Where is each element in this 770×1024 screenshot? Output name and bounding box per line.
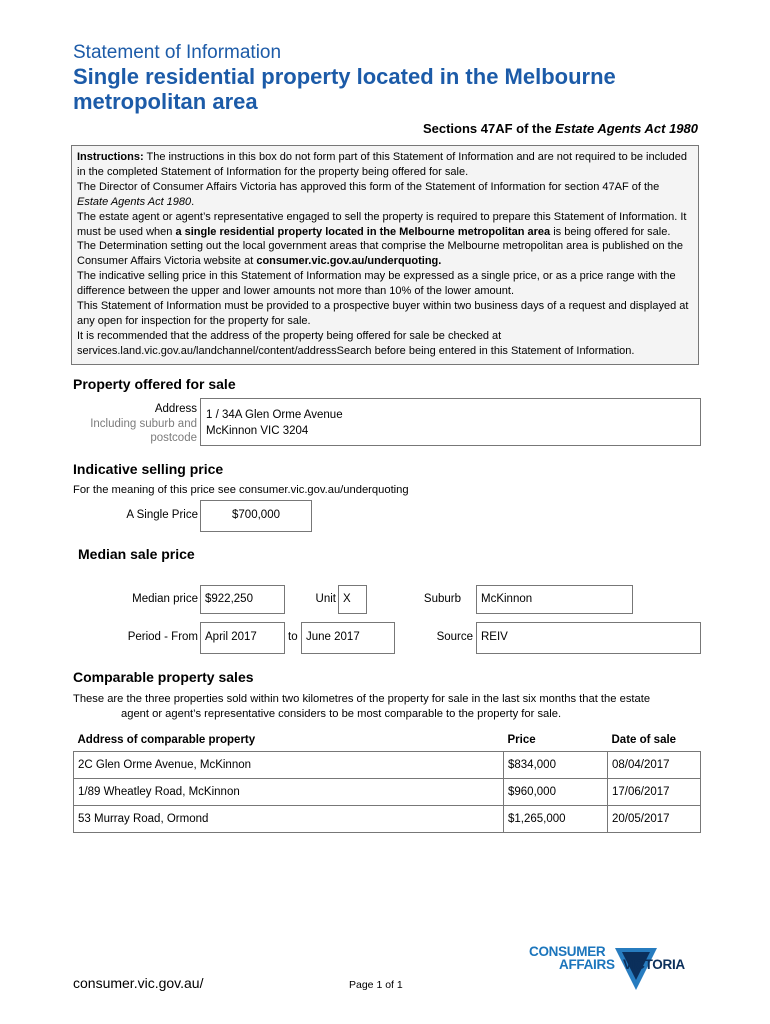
median-price-field[interactable]: $922,250 (200, 585, 285, 614)
consumer-affairs-victoria-logo (527, 944, 705, 994)
instructions-para-6: It is recommended that the address of the property being offered for sale be checked at services.land.vic.gov.au/landchannel/content/addressSearch before being entered in this Statement of Information. (77, 329, 635, 357)
comparable-address[interactable]: 2C Glen Orme Avenue, McKinnon (74, 752, 504, 779)
comparable-address[interactable]: 1/89 Wheatley Road, McKinnon (74, 779, 504, 806)
table-row (74, 779, 701, 806)
table-row (74, 806, 701, 833)
column-header-date: Date of sale (611, 734, 677, 746)
source-label: Source (436, 631, 473, 643)
median-price-label: Median price (132, 593, 198, 605)
single-price-label: A Single Price (126, 509, 198, 521)
legislation-reference: Sections 47AF of the Estate Agents Act 1980 (422, 121, 698, 136)
logo-word-consumer: CONSUMER (529, 944, 606, 959)
instructions-para-2: The Director of Consumer Affairs Victoria has approved this form of the Statement of Information for section 47AF of the Estate Agents Act 1980. (77, 180, 660, 208)
document-subtitle: Statement of Information (73, 42, 282, 63)
comparable-heading: Comparable property sales (73, 669, 254, 685)
instructions-para-5: This Statement of Information must be provided to a prospective buyer within two business days of a request and displayed at any open for inspection for the property for sale. (77, 300, 689, 327)
comparable-date[interactable]: 08/04/2017 (608, 752, 701, 779)
comparable-price[interactable]: $834,000 (504, 752, 608, 779)
unit-field[interactable]: X (338, 585, 367, 614)
act-name: Estate Agents Act 1980 (555, 121, 698, 136)
document-title: Single residential property located in the Melbourne metropolitan area (73, 64, 616, 114)
source-field[interactable]: REIV (476, 622, 701, 654)
comparable-date[interactable]: 17/06/2017 (608, 779, 701, 806)
logo-word-victoria: VICTORIA (623, 957, 685, 972)
instructions-para-4: The indicative selling price in this Statement of Information may be expressed as a single price, or as a price range with the difference between the upper and lower amounts not more than 10% of the lower amount. (77, 270, 676, 298)
property-heading: Property offered for sale (73, 376, 236, 392)
unit-label: Unit (315, 593, 336, 605)
period-to-field[interactable]: June 2017 (301, 622, 395, 654)
address-line-1: 1 / 34A Glen Orme Avenue (206, 409, 343, 421)
period-to-label: to (288, 631, 298, 643)
logo-word-affairs: AFFAIRS (559, 957, 615, 972)
single-price-field[interactable]: $700,000 (200, 500, 312, 532)
comparable-price[interactable]: $1,265,000 (504, 806, 608, 833)
median-heading: Median sale price (78, 546, 195, 562)
period-from-field[interactable]: April 2017 (200, 622, 285, 654)
comparable-date[interactable]: 20/05/2017 (608, 806, 701, 833)
address-field[interactable] (200, 398, 701, 446)
address-hint: Including suburb and (90, 417, 197, 430)
column-header-price: Price (507, 734, 536, 746)
instructions-para-3: The estate agent or agent’s representative engaged to sell the property is required to prepare this Statement of Information. It must be used when a single residential property located in the Melbourne metropolitan area is being offered for sale. The Determination setting out the local government areas that comprise the Melbourne metropolitan area is published on the Consumer Affairs Victoria website at consumer.vic.gov.au/underquoting. (77, 210, 687, 268)
period-from-label: Period - From (127, 631, 198, 643)
comparable-intro: These are the three properties sold within two kilometres of the property for sale in the last six months that the estate agent or agent’s representative considers to be most comparable to the property for sale. (73, 693, 651, 720)
comparable-table (73, 733, 701, 833)
column-header-address: Address of comparable property (77, 734, 256, 746)
address-label: Address (154, 403, 197, 415)
address-label-group (90, 402, 197, 446)
comparable-price[interactable]: $960,000 (504, 779, 608, 806)
suburb-field[interactable]: McKinnon (476, 585, 633, 614)
indicative-heading: Indicative selling price (73, 461, 224, 477)
suburb-label: Suburb (423, 593, 461, 605)
footer-website[interactable]: consumer.vic.gov.au/ (73, 975, 204, 991)
page-number: Page 1 of 1 (349, 979, 403, 991)
indicative-note: For the meaning of this price see consumer.vic.gov.au/underquoting (73, 484, 409, 496)
address-line-2: McKinnon VIC 3204 (206, 425, 309, 437)
comparable-address[interactable]: 53 Murray Road, Ormond (74, 806, 504, 833)
underquoting-link[interactable]: consumer.vic.gov.au/underquoting. (256, 255, 442, 268)
table-row (74, 752, 701, 779)
table-header-row (74, 733, 701, 752)
address-hint-postcode: postcode (150, 432, 197, 444)
instructions-para-1: Instructions: The instructions in this box do not form part of this Statement of Information and are not required to be included in the completed Statement of Information for the property being offered for sale. (77, 151, 688, 178)
instructions-box (71, 145, 699, 365)
